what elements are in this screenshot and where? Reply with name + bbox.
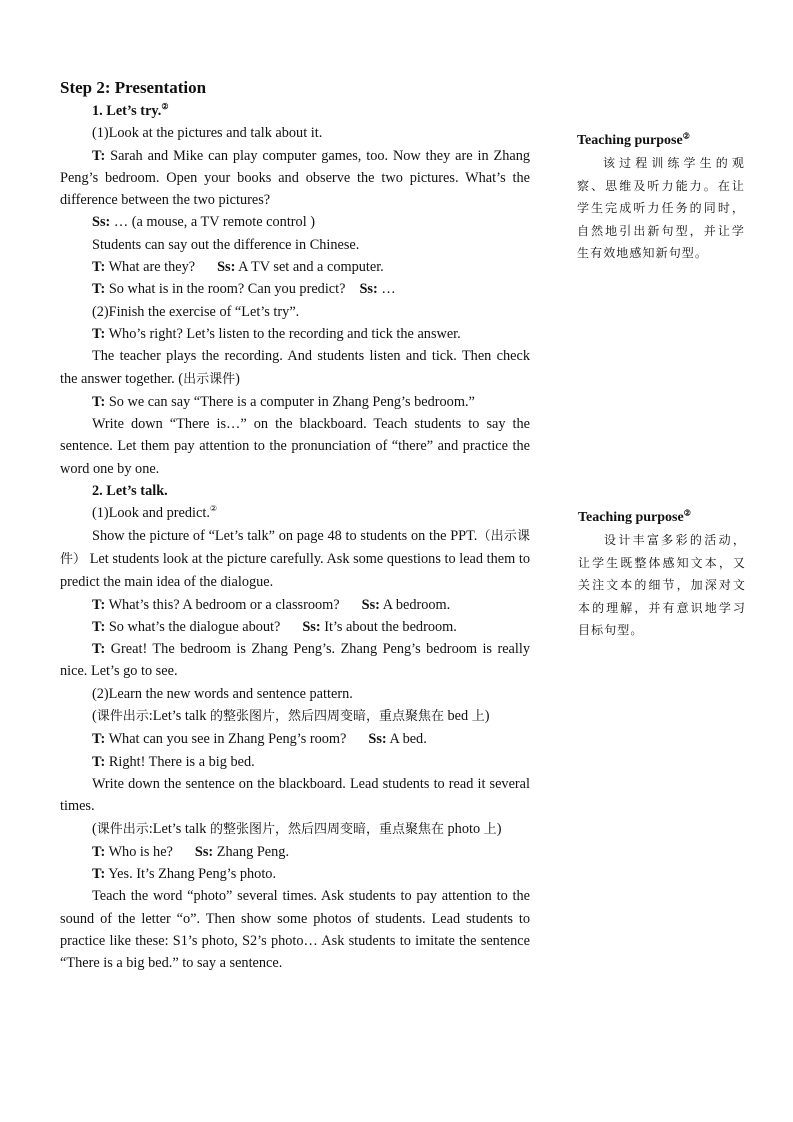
footnote-marker: ②	[209, 504, 218, 514]
side-note-body: 该过程训练学生的观察、思维及听力能力。在让学生完成听力任务的同时，自然地引出新句型，并让学生有效地感知新句型。	[577, 156, 745, 260]
courseware-note: (课件出示:Let’s talk 的整张图片，然后四周变暗，重点聚焦在 bed 上)	[92, 708, 490, 725]
paragraph: Students can say out the difference in Chinese.	[92, 236, 360, 253]
paragraph: Show the picture of “Let’s talk” on page 48 to students on the PPT.（出示课件） Let students look at the picture carefully. Ask some questions to lead them to predict the main idea of the dialogue.	[60, 527, 530, 591]
dialogue-line: Ss: … (a mouse, a TV remote control )	[92, 214, 316, 231]
dialogue-line: T: So we can say “There is a computer in Zhang Peng’s bedroom.”	[92, 393, 475, 410]
paragraph: The teacher plays the recording. And students listen and tick. Then check the answer together. (出示课件)	[60, 348, 530, 387]
side-note-body: 设计丰富多彩的活动，让学生既整体感知文本，又关注文本的细节，加深对文本的理解，并有意识地学习目标句型。	[578, 533, 746, 637]
dialogue-line: T: What can you see in Zhang Peng’s room? Ss: A bed.	[92, 731, 427, 748]
section-heading-lets-talk: 2. Let’s talk.	[92, 483, 168, 500]
footnote-marker: ②	[161, 102, 169, 112]
side-note-2	[578, 507, 746, 642]
dialogue-line: T: Who’s right? Let’s listen to the recording and tick the answer.	[92, 325, 461, 342]
side-note-title: Teaching purpose②	[577, 131, 690, 148]
dialogue-line: T: Who is he? Ss: Zhang Peng.	[92, 843, 290, 860]
paragraph: Write down “There is…” on the blackboard. Teach students to say the sentence. Let them pay attention to the pronunciation of “there” and practice the word one by one.	[60, 416, 530, 477]
footnote-marker: ②	[683, 508, 691, 518]
dialogue-line: T: What are they? Ss: A TV set and a computer.	[92, 259, 384, 276]
footnote-marker: ②	[682, 131, 690, 141]
dialogue-line: T: What’s this? A bedroom or a classroom? Ss: A bedroom.	[92, 596, 451, 613]
dialogue-line: T: So what’s the dialogue about? Ss: It’s about the bedroom.	[92, 618, 457, 635]
main-column	[60, 76, 530, 975]
paragraph: (2)Finish the exercise of “Let’s try”.	[92, 303, 300, 320]
paragraph: (2)Learn the new words and sentence pattern.	[92, 685, 353, 702]
side-note-1	[577, 130, 745, 265]
section-heading-lets-try: 1. Let’s try.②	[92, 102, 169, 119]
paragraph: (1)Look at the pictures and talk about it.	[92, 125, 323, 142]
paragraph: (1)Look and predict.②	[92, 504, 218, 522]
paragraph: Teach the word “photo” several times. Ask students to pay attention to the sound of the letter “o”. Then show some photos of students. Lead students to practice like these: S1’s photo, S2’s photo… Ask students to imitate the sentence “There is a big bed.” to say a sentence.	[60, 888, 530, 972]
dialogue-line: T: Yes. It’s Zhang Peng’s photo.	[92, 866, 277, 883]
step-title: Step 2: Presentation	[60, 78, 207, 97]
side-note-title: Teaching purpose②	[578, 508, 691, 525]
courseware-note: (课件出示:Let’s talk 的整张图片，然后四周变暗，重点聚焦在 photo 上)	[92, 820, 502, 837]
dialogue-line: T: Sarah and Mike can play computer games, too. Now they are in Zhang Peng’s bedroom. Open your books and observe the two pictures. What’s the difference between the two pictures?	[60, 147, 530, 209]
dialogue-line: T: Great! The bedroom is Zhang Peng’s. Zhang Peng’s bedroom is really nice. Let’s go to see.	[60, 641, 530, 680]
paragraph: Write down the sentence on the blackboard. Lead students to read it several times.	[60, 775, 530, 815]
dialogue-line: T: So what is in the room? Can you predict? Ss: …	[92, 281, 396, 298]
dialogue-line: T: Right! There is a big bed.	[92, 753, 255, 770]
